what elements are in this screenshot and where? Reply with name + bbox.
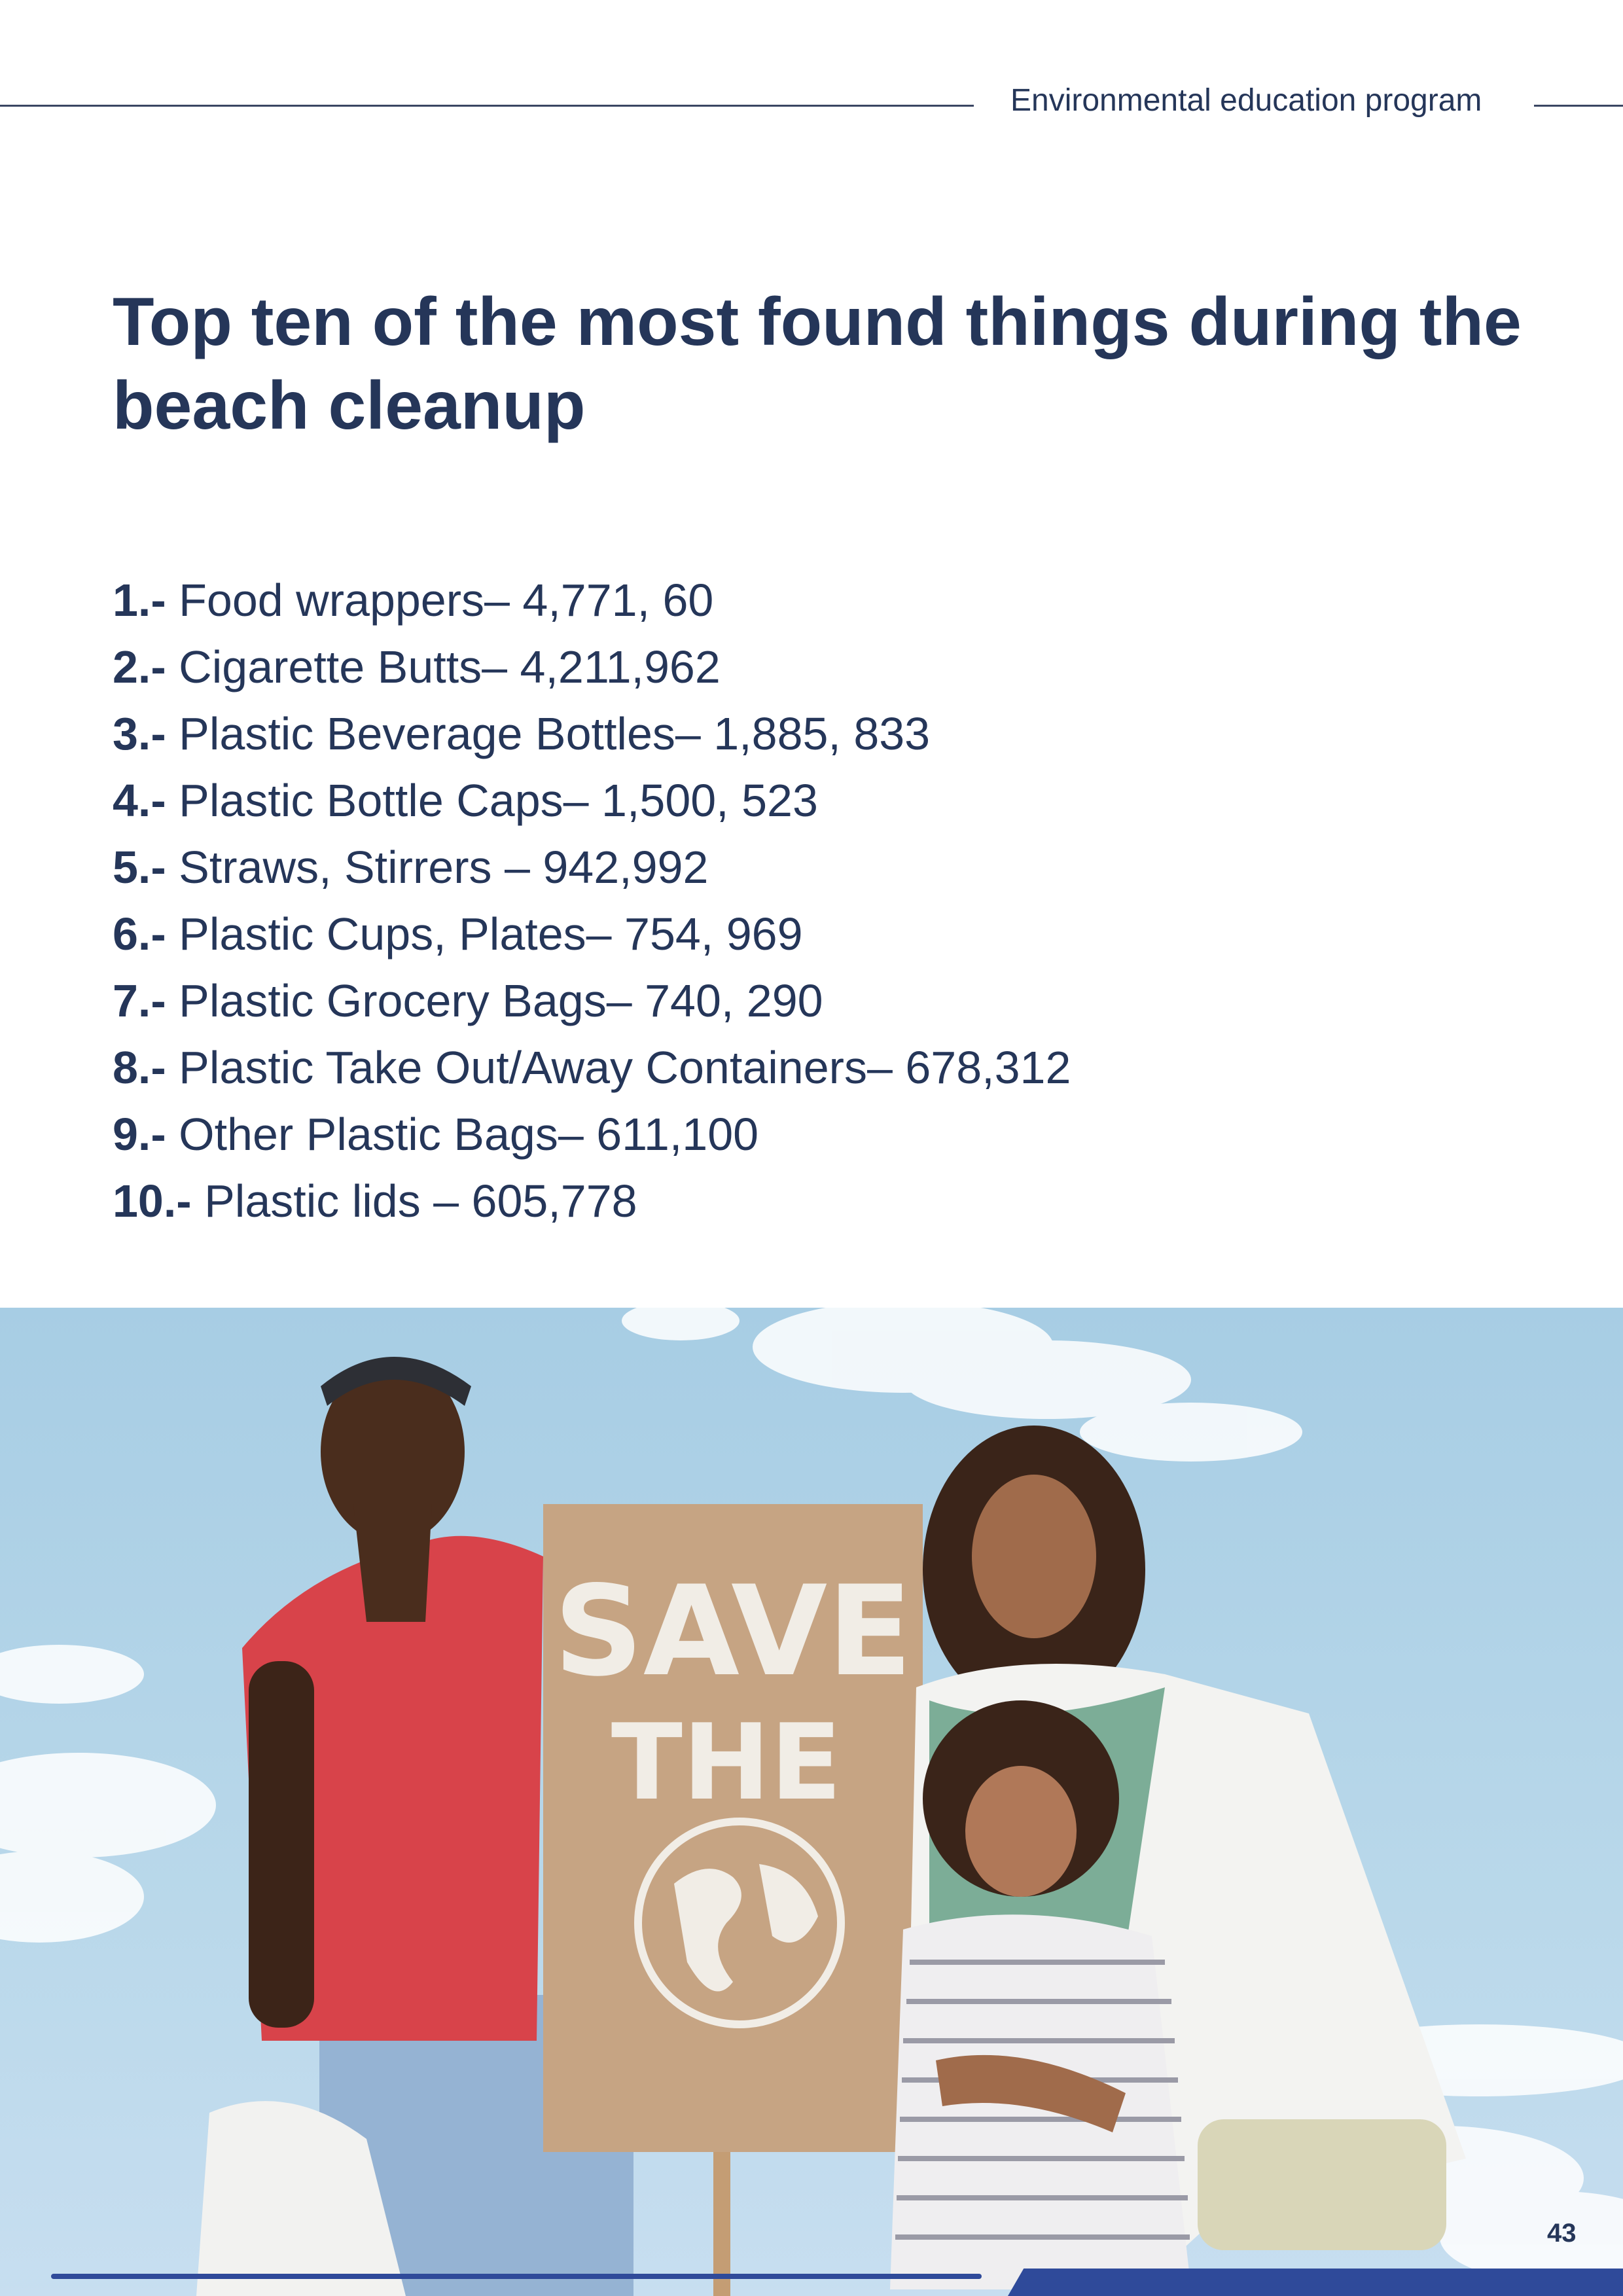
list-item-text: Food wrappers– 4,771, 60 xyxy=(179,575,714,626)
list-item-text: Plastic Cups, Plates– 754, 969 xyxy=(179,908,803,960)
list-item xyxy=(113,567,1071,634)
list-item-text: Plastic Take Out/Away Containers– 678,312 xyxy=(179,1042,1071,1093)
list-item xyxy=(113,967,1071,1034)
list-item-text: Plastic Beverage Bottles– 1,885, 833 xyxy=(179,708,931,759)
header-divider-right xyxy=(1534,105,1623,107)
header-title: Environmental education program xyxy=(1010,83,1482,118)
list-item-number: 6.- xyxy=(113,908,166,960)
list-item-text: Plastic Grocery Bags– 740, 290 xyxy=(179,975,823,1026)
page-number: 43 xyxy=(1547,2219,1577,2248)
footer-corner-block xyxy=(1008,2269,1623,2296)
list-item xyxy=(113,700,1071,767)
footer-accent-bar xyxy=(51,2274,982,2279)
list-item xyxy=(113,901,1071,967)
list-item-number: 10.- xyxy=(113,1175,192,1227)
list-item-number: 2.- xyxy=(113,641,166,692)
list-item-number: 3.- xyxy=(113,708,166,759)
list-item-text: Plastic lids – 605,778 xyxy=(204,1175,637,1227)
list-item xyxy=(113,1034,1071,1101)
family-beach-photo xyxy=(0,1308,1623,2296)
list-item xyxy=(113,1101,1071,1168)
list-item xyxy=(113,767,1071,834)
sign-text-save: SAVE xyxy=(554,1559,912,1704)
page-title: Top ten of the most found things during the beach cleanup xyxy=(113,284,1522,444)
list-item-text: Cigarette Butts– 4,211,962 xyxy=(179,641,721,692)
list-item-text: Other Plastic Bags– 611,100 xyxy=(179,1109,759,1160)
list-item-number: 5.- xyxy=(113,842,166,893)
photo-illustration xyxy=(0,1308,1623,2296)
list-item-number: 4.- xyxy=(113,775,166,826)
list-item-number: 8.- xyxy=(113,1042,166,1093)
list-item xyxy=(113,834,1071,901)
list-item-text: Straws, Stirrers – 942,992 xyxy=(179,842,709,893)
top-ten-list xyxy=(113,567,1071,1234)
list-item-number: 7.- xyxy=(113,975,166,1026)
list-item xyxy=(113,634,1071,700)
list-item xyxy=(113,1168,1071,1234)
sign-text-the: THE xyxy=(611,1701,842,1823)
list-item-number: 9.- xyxy=(113,1109,166,1160)
list-item-text: Plastic Bottle Caps– 1,500, 523 xyxy=(179,775,818,826)
list-item-number: 1.- xyxy=(113,575,166,626)
header-divider-left xyxy=(0,105,974,107)
